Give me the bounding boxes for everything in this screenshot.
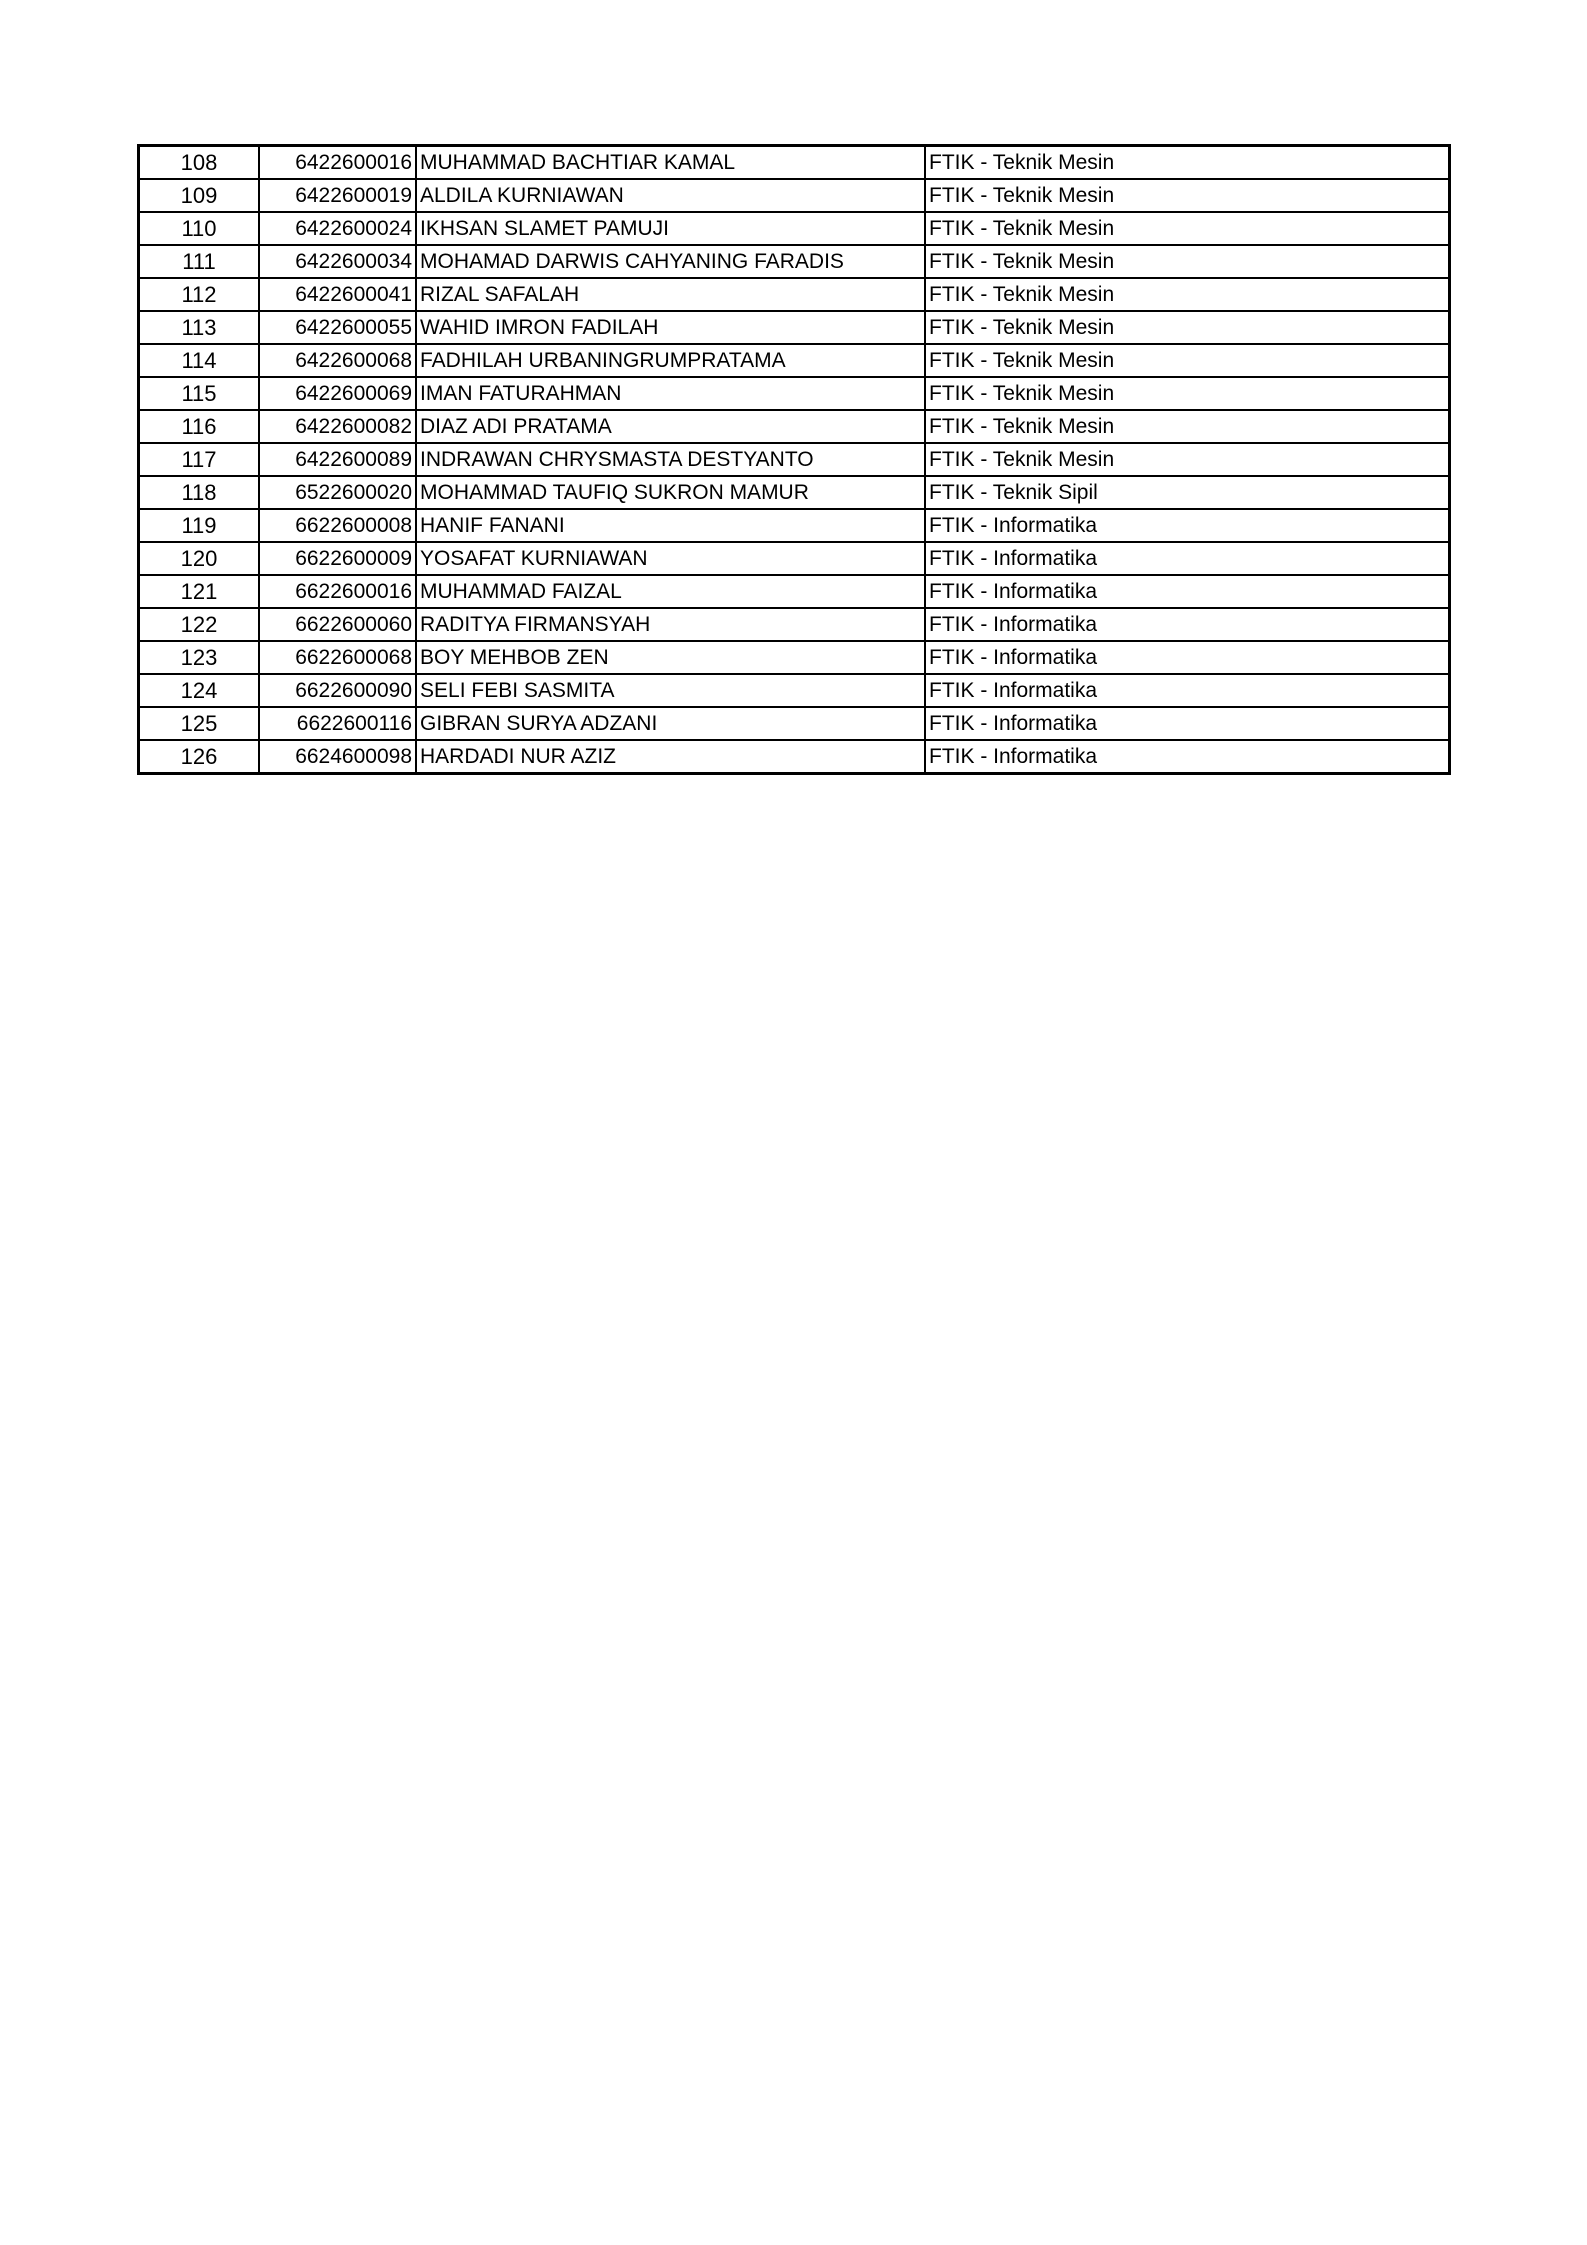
study-program-cell: FTIK - Teknik Mesin — [925, 179, 1450, 212]
row-number-cell: 110 — [139, 212, 260, 245]
row-number-cell: 119 — [139, 509, 260, 542]
student-id-cell: 6422600016 — [259, 146, 416, 180]
study-program-cell: FTIK - Teknik Mesin — [925, 245, 1450, 278]
study-program-cell: FTIK - Teknik Mesin — [925, 311, 1450, 344]
study-program-cell: FTIK - Teknik Mesin — [925, 278, 1450, 311]
student-table-body — [139, 146, 1450, 774]
table-row — [139, 443, 1450, 476]
student-id-cell: 6622600068 — [259, 641, 416, 674]
study-program-cell: FTIK - Teknik Mesin — [925, 212, 1450, 245]
table-row — [139, 179, 1450, 212]
row-number-cell: 122 — [139, 608, 260, 641]
student-name-cell: RIZAL SAFALAH — [416, 278, 925, 311]
study-program-cell: FTIK - Teknik Sipil — [925, 476, 1450, 509]
student-name-cell: HARDADI NUR AZIZ — [416, 740, 925, 774]
student-id-cell: 6422600019 — [259, 179, 416, 212]
table-row — [139, 674, 1450, 707]
study-program-cell: FTIK - Teknik Mesin — [925, 443, 1450, 476]
student-name-cell: MUHAMMAD BACHTIAR KAMAL — [416, 146, 925, 180]
student-name-cell: YOSAFAT KURNIAWAN — [416, 542, 925, 575]
student-name-cell: GIBRAN SURYA ADZANI — [416, 707, 925, 740]
student-table — [137, 144, 1451, 775]
row-number-cell: 109 — [139, 179, 260, 212]
student-id-cell: 6422600069 — [259, 377, 416, 410]
row-number-cell: 120 — [139, 542, 260, 575]
row-number-cell: 124 — [139, 674, 260, 707]
row-number-cell: 118 — [139, 476, 260, 509]
table-row — [139, 212, 1450, 245]
student-id-cell: 6622600016 — [259, 575, 416, 608]
student-id-cell: 6422600055 — [259, 311, 416, 344]
table-row — [139, 377, 1450, 410]
student-id-cell: 6522600020 — [259, 476, 416, 509]
study-program-cell: FTIK - Informatika — [925, 608, 1450, 641]
table-row — [139, 608, 1450, 641]
table-row — [139, 146, 1450, 180]
study-program-cell: FTIK - Informatika — [925, 674, 1450, 707]
student-id-cell: 6622600009 — [259, 542, 416, 575]
student-name-cell: SELI FEBI SASMITA — [416, 674, 925, 707]
row-number-cell: 123 — [139, 641, 260, 674]
table-row — [139, 740, 1450, 774]
table-row — [139, 575, 1450, 608]
student-name-cell: MOHAMAD DARWIS CAHYANING FARADIS — [416, 245, 925, 278]
table-row — [139, 311, 1450, 344]
student-id-cell: 6624600098 — [259, 740, 416, 774]
study-program-cell: FTIK - Teknik Mesin — [925, 344, 1450, 377]
student-id-cell: 6422600024 — [259, 212, 416, 245]
student-id-cell: 6622600090 — [259, 674, 416, 707]
student-id-cell: 6422600041 — [259, 278, 416, 311]
study-program-cell: FTIK - Teknik Mesin — [925, 410, 1450, 443]
row-number-cell: 116 — [139, 410, 260, 443]
student-id-cell: 6422600082 — [259, 410, 416, 443]
row-number-cell: 113 — [139, 311, 260, 344]
table-row — [139, 641, 1450, 674]
student-id-cell: 6622600116 — [259, 707, 416, 740]
table-row — [139, 707, 1450, 740]
study-program-cell: FTIK - Informatika — [925, 707, 1450, 740]
student-id-cell: 6422600068 — [259, 344, 416, 377]
row-number-cell: 125 — [139, 707, 260, 740]
student-id-cell: 6422600089 — [259, 443, 416, 476]
study-program-cell: FTIK - Informatika — [925, 542, 1450, 575]
student-id-cell: 6422600034 — [259, 245, 416, 278]
student-name-cell: MOHAMMAD TAUFIQ SUKRON MAMUR — [416, 476, 925, 509]
table-row — [139, 245, 1450, 278]
student-name-cell: WAHID IMRON FADILAH — [416, 311, 925, 344]
student-name-cell: HANIF FANANI — [416, 509, 925, 542]
table-row — [139, 410, 1450, 443]
study-program-cell: FTIK - Teknik Mesin — [925, 377, 1450, 410]
row-number-cell: 108 — [139, 146, 260, 180]
student-name-cell: FADHILAH URBANINGRUMPRATAMA — [416, 344, 925, 377]
student-id-cell: 6622600060 — [259, 608, 416, 641]
student-name-cell: ALDILA KURNIAWAN — [416, 179, 925, 212]
row-number-cell: 117 — [139, 443, 260, 476]
study-program-cell: FTIK - Informatika — [925, 740, 1450, 774]
row-number-cell: 121 — [139, 575, 260, 608]
row-number-cell: 115 — [139, 377, 260, 410]
study-program-cell: FTIK - Informatika — [925, 575, 1450, 608]
student-name-cell: RADITYA FIRMANSYAH — [416, 608, 925, 641]
table-row — [139, 542, 1450, 575]
row-number-cell: 111 — [139, 245, 260, 278]
student-name-cell: BOY MEHBOB ZEN — [416, 641, 925, 674]
student-name-cell: DIAZ ADI PRATAMA — [416, 410, 925, 443]
study-program-cell: FTIK - Teknik Mesin — [925, 146, 1450, 180]
study-program-cell: FTIK - Informatika — [925, 641, 1450, 674]
row-number-cell: 114 — [139, 344, 260, 377]
student-name-cell: IKHSAN SLAMET PAMUJI — [416, 212, 925, 245]
student-id-cell: 6622600008 — [259, 509, 416, 542]
row-number-cell: 112 — [139, 278, 260, 311]
table-row — [139, 476, 1450, 509]
table-row — [139, 278, 1450, 311]
student-name-cell: MUHAMMAD FAIZAL — [416, 575, 925, 608]
table-row — [139, 344, 1450, 377]
study-program-cell: FTIK - Informatika — [925, 509, 1450, 542]
student-name-cell: INDRAWAN CHRYSMASTA DESTYANTO — [416, 443, 925, 476]
row-number-cell: 126 — [139, 740, 260, 774]
student-name-cell: IMAN FATURAHMAN — [416, 377, 925, 410]
table-row — [139, 509, 1450, 542]
